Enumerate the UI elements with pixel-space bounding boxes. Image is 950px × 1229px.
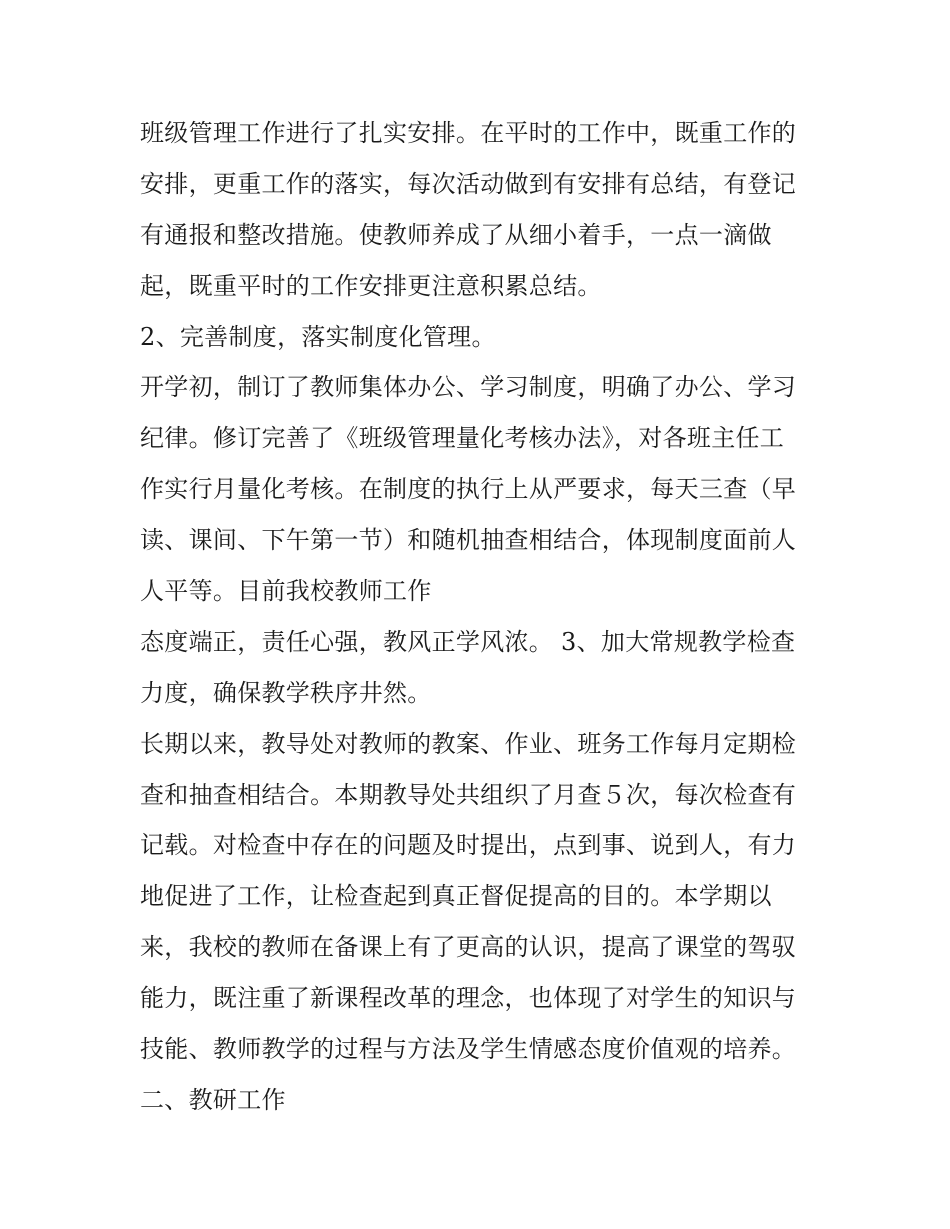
text-line: 地促进了工作，让检查起到真正督促提高的目的。本学期以 — [140, 882, 772, 911]
body-text — [140, 108, 820, 1126]
section-heading: 2、完善制度，落实制度化管理。 — [140, 322, 496, 351]
text-line: 开学初，制订了教师集体办公、学习制度，明确了办公、学习 — [140, 373, 797, 402]
text-line: 长期以来，教导处对教师的教案、作业、班务工作每月定期检 — [140, 729, 797, 758]
text-line: 技能、教师教学的过程与方法及学生情感态度价值观的培养。 — [140, 1035, 797, 1064]
text-line: 力度，确保教学秩序井然。 — [140, 678, 432, 707]
text-line: 来，我校的教师在备课上有了更高的认识，提高了课堂的驾驭 — [140, 933, 797, 962]
text-line: 纪律。修订完善了《班级管理量化考核办法》，对各班主任工 — [140, 424, 785, 453]
text-line: 能力，既注重了新课程改革的理念，也体现了对学生的知识与 — [140, 984, 797, 1013]
text-line: 读、课间、下午第一节）和随机抽查相结合，体现制度面前人 — [140, 526, 797, 555]
text-line: 作实行月量化考核。在制度的执行上从严要求，每天三查（早 — [140, 475, 797, 504]
text-line: 人平等。目前我校教师工作 — [140, 577, 432, 606]
text-line: 记载。对检查中存在的问题及时提出，点到事、说到人，有力 — [140, 831, 797, 860]
text-line: 查和抽查相结合。本期教导处共组织了月查５次，每次检查有 — [140, 780, 797, 809]
text-line: 态度端正，责任心强，教风正学风浓。 3、加大常规教学检查 — [140, 627, 796, 656]
text-line: 起，既重平时的工作安排更注意积累总结。 — [140, 271, 602, 300]
text-line: 安排，更重工作的落实，每次活动做到有安排有总结，有登记 — [140, 169, 797, 198]
text-line: 班级管理工作进行了扎实安排。在平时的工作中，既重工作的 — [140, 119, 797, 147]
text-line: 有通报和整改措施。使教师养成了从细小着手，一点一滴做 — [140, 220, 772, 249]
section-heading: 二、教研工作 — [140, 1085, 286, 1114]
